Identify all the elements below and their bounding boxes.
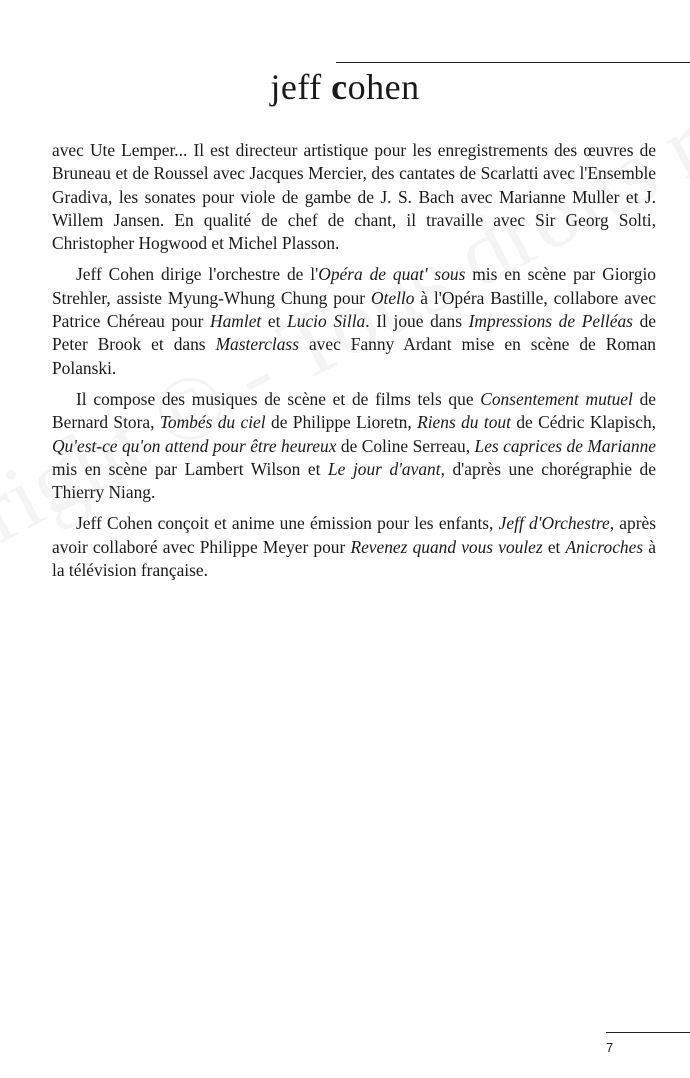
text-run: à l'Opéra Bastille, collabore avec Patrice Chéreau pour bbox=[52, 287, 656, 332]
text-run: de Peter Brook et dans bbox=[52, 311, 656, 355]
paragraph-3 bbox=[52, 388, 656, 504]
text-run: . Il joue dans bbox=[365, 311, 469, 332]
italic-title-run: Le jour d'avant bbox=[328, 458, 441, 479]
text-run: , d'après une chorégraphie de Thierry Niang. bbox=[52, 458, 656, 503]
text-run: Jeff Cohen conçoit et anime une émission pour les enfants, bbox=[76, 513, 499, 534]
italic-title-run: Riens du tout bbox=[417, 412, 511, 433]
text-run: Jeff Cohen dirige l'orchestre de l' bbox=[76, 264, 319, 285]
text-run: de Philippe Lioretn, bbox=[265, 412, 418, 433]
italic-title-run: Masterclass bbox=[215, 334, 299, 355]
italic-title-run: Impressions de Pelléas bbox=[468, 311, 633, 332]
text-run: mis en scène par Giorgio Strehler, assiste Myung-Whung Chung pour bbox=[52, 264, 656, 308]
text-run: mis en scène par Lambert Wilson et bbox=[52, 458, 328, 479]
italic-title-run: Consentement mutuel bbox=[480, 388, 633, 409]
text-run: de Coline Serreau, bbox=[336, 435, 475, 456]
title-initial-c: c bbox=[331, 67, 348, 107]
text-run: , après avoir collaboré avec Philippe Meyer pour bbox=[52, 513, 656, 557]
text-run: avec Fanny Ardant mise en scène de Roman Polanski. bbox=[52, 334, 656, 378]
italic-title-run: Hamlet bbox=[210, 311, 262, 332]
italic-title-run: Les caprices de Marianne bbox=[474, 435, 656, 456]
paragraph-1 bbox=[52, 139, 656, 255]
italic-title-run: Otello bbox=[370, 287, 415, 308]
italic-title-run: Lucio Silla bbox=[287, 311, 366, 332]
text-run: de Cédric Klapisch, bbox=[510, 412, 657, 433]
page-number: 7 bbox=[606, 1040, 614, 1055]
italic-title-run: Tombés du ciel bbox=[159, 412, 266, 433]
italic-title-run: Qu'est-ce qu'on attend pour être heureux bbox=[52, 435, 337, 456]
text-run: de Bernard Stora, bbox=[52, 388, 656, 433]
italic-title-run: Jeff d'Orchestre bbox=[498, 513, 610, 534]
title-part-1: jeff bbox=[270, 67, 332, 107]
text-run: Il compose des musiques de scène et de films tels que bbox=[76, 388, 481, 409]
text-run: et bbox=[261, 311, 288, 332]
text-run: et bbox=[542, 536, 566, 557]
page-title bbox=[0, 64, 690, 110]
italic-title-run: Anicroches bbox=[565, 536, 644, 557]
italic-title-run: Revenez quand vous voulez bbox=[350, 536, 543, 557]
footer-rule bbox=[606, 1032, 690, 1033]
italic-title-run: Opéra de quat' sous bbox=[318, 264, 466, 285]
paragraph-4 bbox=[52, 512, 656, 582]
title-part-2: ohen bbox=[347, 67, 420, 107]
header-rule bbox=[336, 62, 690, 63]
body-text bbox=[52, 139, 656, 590]
text-run: à la télévision française. bbox=[52, 536, 656, 581]
text-run: avec Ute Lemper... Il est directeur artistique pour les enregistrements des œuvres de Bruneau et de Roussel avec Jacques Mercier, des cantates de Scarlatti avec l'Ensemble Gradiva, les sonates pour viole de gambe de J. S. Bach avec Marianne Muller et J. Willem Jansen. En qualité de chef de chant, il travaille avec Sir Georg Solti, Christopher Hogwood et Michel Plasson. bbox=[52, 140, 656, 254]
paragraph-2 bbox=[52, 263, 656, 379]
